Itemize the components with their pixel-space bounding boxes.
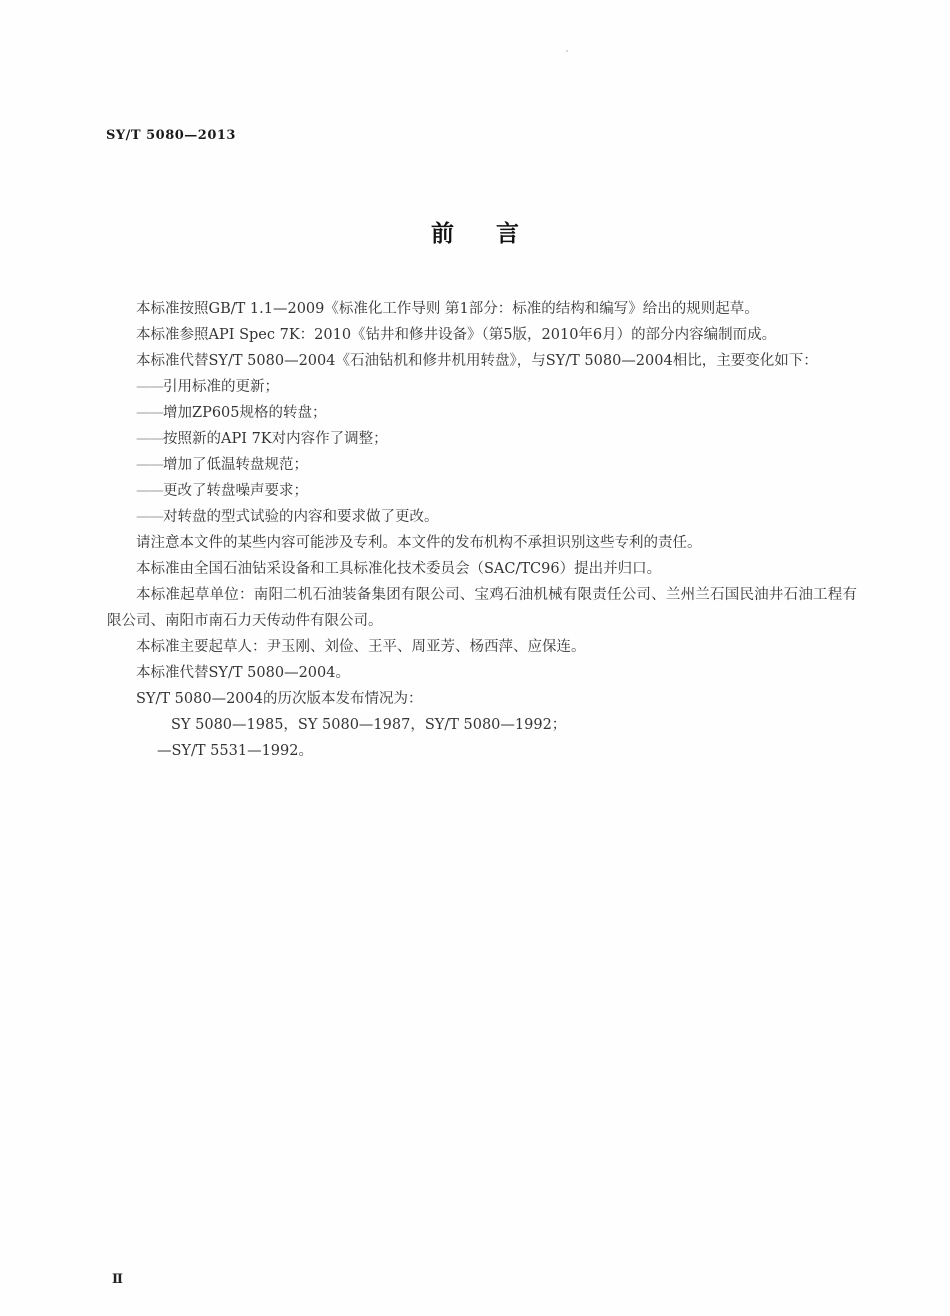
history-versions-line: SY 5080—1985，SY 5080—1987，SY/T 5080—1992； bbox=[171, 717, 567, 733]
drafting-units: 本标准起草单位：南阳二机石油装备集团有限公司、宝鸡石油机械有限责任公司、兰州兰石国民油井石油工程有限公司、南阳市南石力天传动件有限公司。 bbox=[107, 587, 857, 629]
change-item-text: 增加ZP605规格的转盘； bbox=[163, 405, 327, 421]
change-item bbox=[107, 504, 857, 530]
dash-marker: —— bbox=[136, 379, 163, 395]
preface-body bbox=[107, 296, 857, 764]
dash-marker: —— bbox=[136, 483, 163, 499]
history-intro: SY/T 5080—2004的历次版本发布情况为： bbox=[136, 691, 423, 707]
change-item bbox=[107, 478, 857, 504]
paragraph-drafting-rule: 本标准按照GB/T 1.1—2009《标准化工作导则 第1部分：标准的结构和编写》给出的规则起草。 bbox=[136, 301, 759, 317]
standard-code: SY/T 5080—2013 bbox=[106, 128, 236, 143]
change-item bbox=[107, 426, 857, 452]
patent-notice: 请注意本文件的某些内容可能涉及专利。本文件的发布机构不承担识别这些专利的责任。 bbox=[136, 535, 702, 551]
change-item-text: 增加了低温转盘规范； bbox=[163, 457, 308, 473]
dash-marker: —— bbox=[136, 457, 163, 473]
change-item-text: 更改了转盘噪声要求； bbox=[163, 483, 308, 499]
page-title: 前言 bbox=[431, 221, 561, 247]
change-item-text: 对转盘的型式试验的内容和要求做了更改。 bbox=[163, 509, 439, 525]
history-versions-line: —SY/T 5531—1992。 bbox=[157, 743, 313, 759]
scan-speck bbox=[566, 50, 568, 52]
change-item bbox=[107, 400, 857, 426]
main-drafters: 本标准主要起草人：尹玉刚、刘俭、王平、周亚芳、杨西萍、应保连。 bbox=[136, 639, 586, 655]
page-number: Ⅱ bbox=[112, 1272, 123, 1287]
replacement-statement: 本标准代替SY/T 5080—2004。 bbox=[136, 665, 350, 681]
dash-marker: —— bbox=[136, 431, 163, 447]
change-item-text: 按照新的API 7K对内容作了调整； bbox=[163, 431, 388, 447]
paragraph-reference: 本标准参照API Spec 7K：2010《钻井和修井设备》（第5版，2010年6月）的部分内容编制而成。 bbox=[136, 327, 777, 343]
paragraph-replacement: 本标准代替SY/T 5080—2004《石油钻机和修井机用转盘》，与SY/T 5080—2004相比，主要变化如下： bbox=[136, 353, 818, 369]
change-item bbox=[107, 374, 857, 400]
dash-marker: —— bbox=[136, 509, 163, 525]
change-item-text: 引用标准的更新； bbox=[163, 379, 279, 395]
dash-marker: —— bbox=[136, 405, 163, 421]
change-item bbox=[107, 452, 857, 478]
proposer-statement: 本标准由全国石油钻采设备和工具标准化技术委员会（SAC/TC96）提出并归口。 bbox=[136, 561, 662, 577]
